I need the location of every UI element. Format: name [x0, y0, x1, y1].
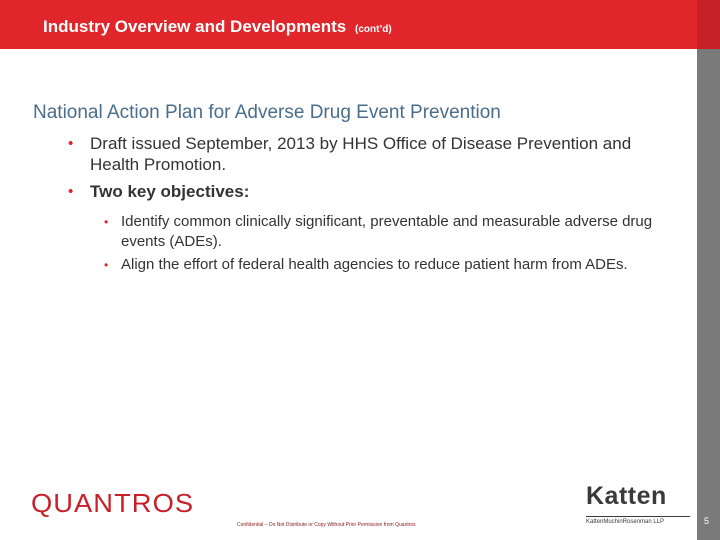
- confidential-note: Confidential – Do Not Distribute or Copy Without Prior Permission from Quantros: [237, 522, 416, 528]
- bullet-list: [68, 133, 668, 208]
- section-heading: National Action Plan for Adverse Drug Event Prevention: [33, 102, 501, 123]
- sub-bullet-text: Identify common clinically significant, preventable and measurable adverse drug events (ADEs).: [121, 213, 653, 250]
- bullet-item: [68, 181, 668, 202]
- quantros-logo: QUANTROS: [31, 488, 195, 518]
- bullet-text: Two key objectives:: [90, 182, 250, 201]
- right-strip-header: [697, 0, 720, 49]
- slide-title: [43, 17, 392, 37]
- sub-bullet-list: [104, 212, 664, 278]
- bullet-text: Draft issued September, 2013 by HHS Office of Disease Prevention and Health Promotion.: [90, 134, 632, 174]
- right-side-strip: [697, 0, 720, 540]
- slide-title-main: Industry Overview and Developments: [43, 17, 347, 36]
- katten-logo-subtitle-text: KattenMuchinRosenman LLP: [586, 519, 665, 525]
- slide-title-suffix: (cont’d): [355, 24, 392, 35]
- katten-logo: Katten: [586, 482, 667, 510]
- page-number: 5: [704, 516, 710, 526]
- sub-bullet-item: [104, 212, 664, 252]
- bullet-dot-icon: •: [104, 258, 109, 272]
- bullet-item: [68, 133, 668, 175]
- bullet-dot-icon: •: [68, 183, 74, 200]
- katten-logo-rule: [586, 516, 690, 517]
- sub-bullet-item: [104, 255, 664, 275]
- bullet-dot-icon: •: [68, 135, 74, 152]
- sub-bullet-text: Align the effort of federal health agencies to reduce patient harm from ADEs.: [121, 256, 628, 273]
- bullet-dot-icon: •: [104, 215, 109, 229]
- katten-logo-subtitle: [586, 516, 690, 525]
